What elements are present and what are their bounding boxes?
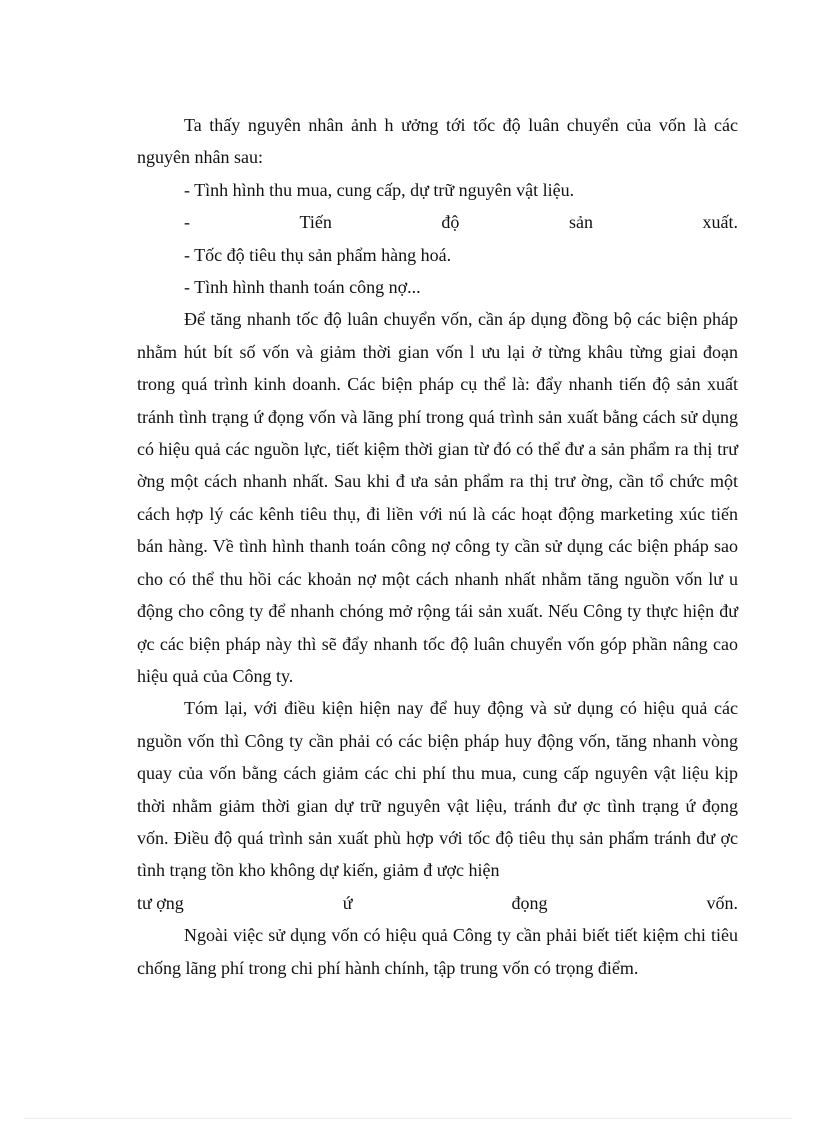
- spread-word: đọng: [511, 892, 548, 913]
- spread-word: sản: [568, 212, 593, 233]
- document-page: [137, 109, 738, 984]
- cause-item-purchasing: - Tình hình thu mua, cung cấp, dự trữ nguyên vật liệu.: [184, 179, 575, 200]
- page-bottom-divider: [24, 1118, 792, 1119]
- cause-item-production-progress: [137, 206, 738, 238]
- cause-item-sales-speed: - Tốc độ tiêu thụ sản phẩm hàng hoá.: [184, 244, 452, 265]
- spread-word: tư ợng: [137, 892, 184, 913]
- intro-paragraph: Ta thấy nguyên nhân ảnh h ưởng tới tốc độ luân chuyển của vốn là các nguyên nhân sau:: [137, 115, 738, 168]
- spread-word: -: [184, 212, 190, 233]
- paragraph-cost-saving: Ngoài việc sử dụng vốn có hiệu quả Công ty cần phải biết tiết kiệm chi tiêu chống lãng phí trong chi phí hành chính, tập trung vốn có trọng điểm.: [137, 925, 738, 978]
- spread-word: vốn.: [706, 892, 738, 913]
- spread-word: Tiến: [299, 212, 332, 233]
- cause-item-debt-payment: - Tình hình thanh toán công nợ...: [184, 277, 421, 298]
- spread-word: xuất.: [702, 212, 738, 233]
- paragraph-summary: Tóm lại, với điều kiện hiện nay để huy động và sử dụng có hiệu quả các nguồn vốn thì Công ty cần phải có các biện pháp huy động vốn, tăng nhanh vòng quay của vốn bằng cách giảm các chi phí thu mua, cung cấp nguyên vật liệu kịp thời nhằm giảm thời gian dự trữ nguyên vật liệu, tránh đư ợc tình trạng ứ đọng vốn. Điều độ quá trình sản xuất phù hợp với tốc độ tiêu thụ sản phẩm tránh đư ợc tình trạng tồn kho không dự kiến, giảm đ ược hiện: [137, 698, 738, 881]
- spread-word: ứ: [342, 892, 353, 913]
- spread-word: độ: [441, 212, 460, 233]
- paragraph-measures: Để tăng nhanh tốc độ luân chuyển vốn, cần áp dụng đồng bộ các biện pháp nhằm hút bít số vốn và giảm thời gian vốn l ưu lại ở từng khâu từng giai đoạn trong quá trình kinh doanh. Các biện pháp cụ thể là: đẩy nhanh tiến độ sản xuất tránh tình trạng ứ đọng vốn và lãng phí trong quá trình sản xuất bằng cách sử dụng có hiệu quả các nguồn lực, tiết kiệm thời gian từ đó có thể đư a sản phẩm ra thị trư ờng một cách nhanh nhất. Sau khi đ ưa sản phẩm ra thị trư ờng, cần tổ chức một cách hợp lý các kênh tiêu thụ, đi liền với nú là các hoạt động marketing xúc tiến bán hàng. Về tình hình thanh toán công nợ công ty cần sử dụng các biện pháp sao cho có thể thu hồi các khoản nợ một cách nhanh nhất nhằm tăng nguồn vốn lư u động cho công ty để nhanh chóng mở rộng tái sản xuất. Nếu Công ty thực hiện đư ợc các biện pháp này thì sẽ đẩy nhanh tốc độ luân chuyển vốn góp phần nâng cao hiệu quả của Công ty.: [137, 309, 738, 686]
- paragraph-summary-last-line: [137, 887, 738, 919]
